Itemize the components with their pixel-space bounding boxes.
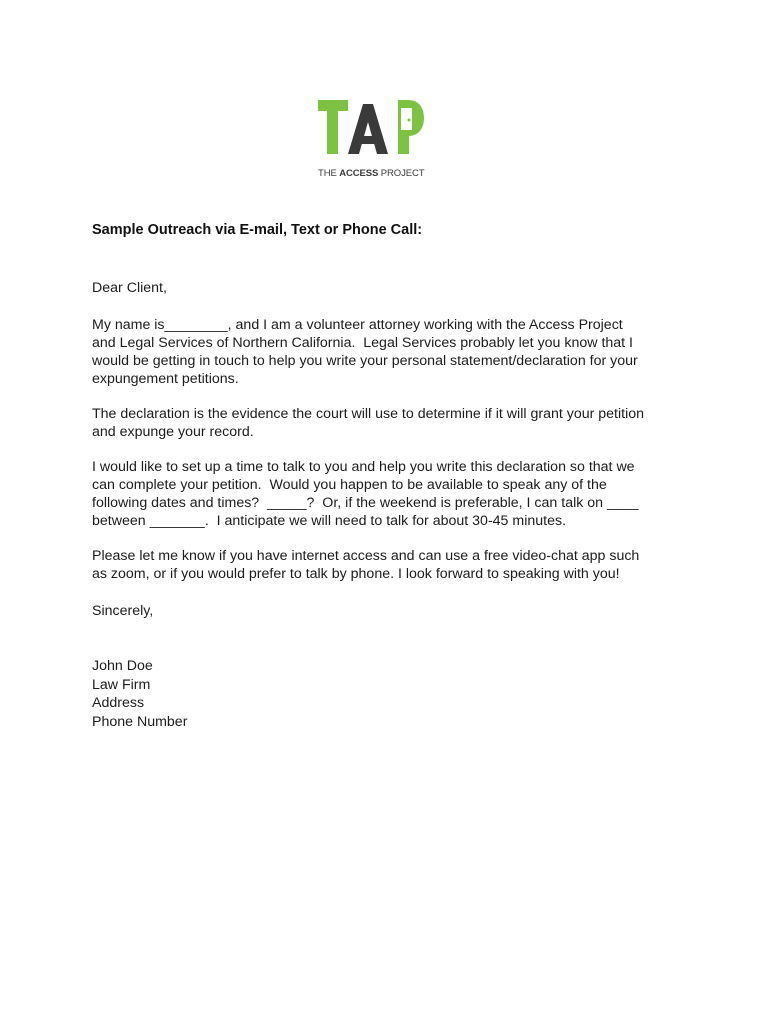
tap-logo — [316, 98, 426, 182]
text-line: and Legal Services of Northern California. Legal Services probably let you know that I — [92, 335, 633, 351]
text-line: and expunge your record. — [92, 424, 254, 440]
text-line: as zoom, or if you would prefer to talk by phone. I look forward to speaking with you! — [92, 566, 620, 582]
paragraph-contact-method — [92, 547, 692, 583]
text-line: expungement petitions. — [92, 371, 239, 387]
text-line: My name is________, and I am a volunteer attorney working with the Access Project — [92, 317, 623, 333]
text-line: I would like to set up a time to talk to you and help you write this declaration so that we — [92, 459, 635, 475]
text-line: can complete your petition. Would you happen to be available to speak any of the — [92, 477, 607, 493]
signature-address: Address — [92, 695, 145, 711]
signature-block — [92, 657, 187, 731]
text-line: would be getting in touch to help you write your personal statement/declaration for your — [92, 353, 638, 369]
logo-caption: THE ACCESS PROJECT — [318, 168, 425, 179]
signature-firm: Law Firm — [92, 676, 151, 693]
page-title: Sample Outreach via E-mail, Text or Phone Call: — [92, 222, 423, 238]
closing: Sincerely, — [92, 603, 154, 619]
paragraph-scheduling — [92, 458, 692, 530]
tap-logo-mark — [316, 98, 426, 168]
text-line: following dates and times? _____? Or, if the weekend is preferable, I can talk on ____ — [92, 495, 639, 511]
salutation: Dear Client, — [92, 280, 167, 296]
text-line: between _______. I anticipate we will need to talk for about 30-45 minutes. — [92, 513, 567, 529]
signature-phone: Phone Number — [92, 713, 188, 730]
paragraph-declaration — [92, 405, 692, 441]
text-line: Please let me know if you have internet access and can use a free video-chat app such — [92, 548, 640, 564]
text-line: The declaration is the evidence the court will use to determine if it will grant your petition — [92, 406, 645, 422]
signature-name: John Doe — [92, 658, 153, 674]
paragraph-introduction — [92, 316, 692, 388]
